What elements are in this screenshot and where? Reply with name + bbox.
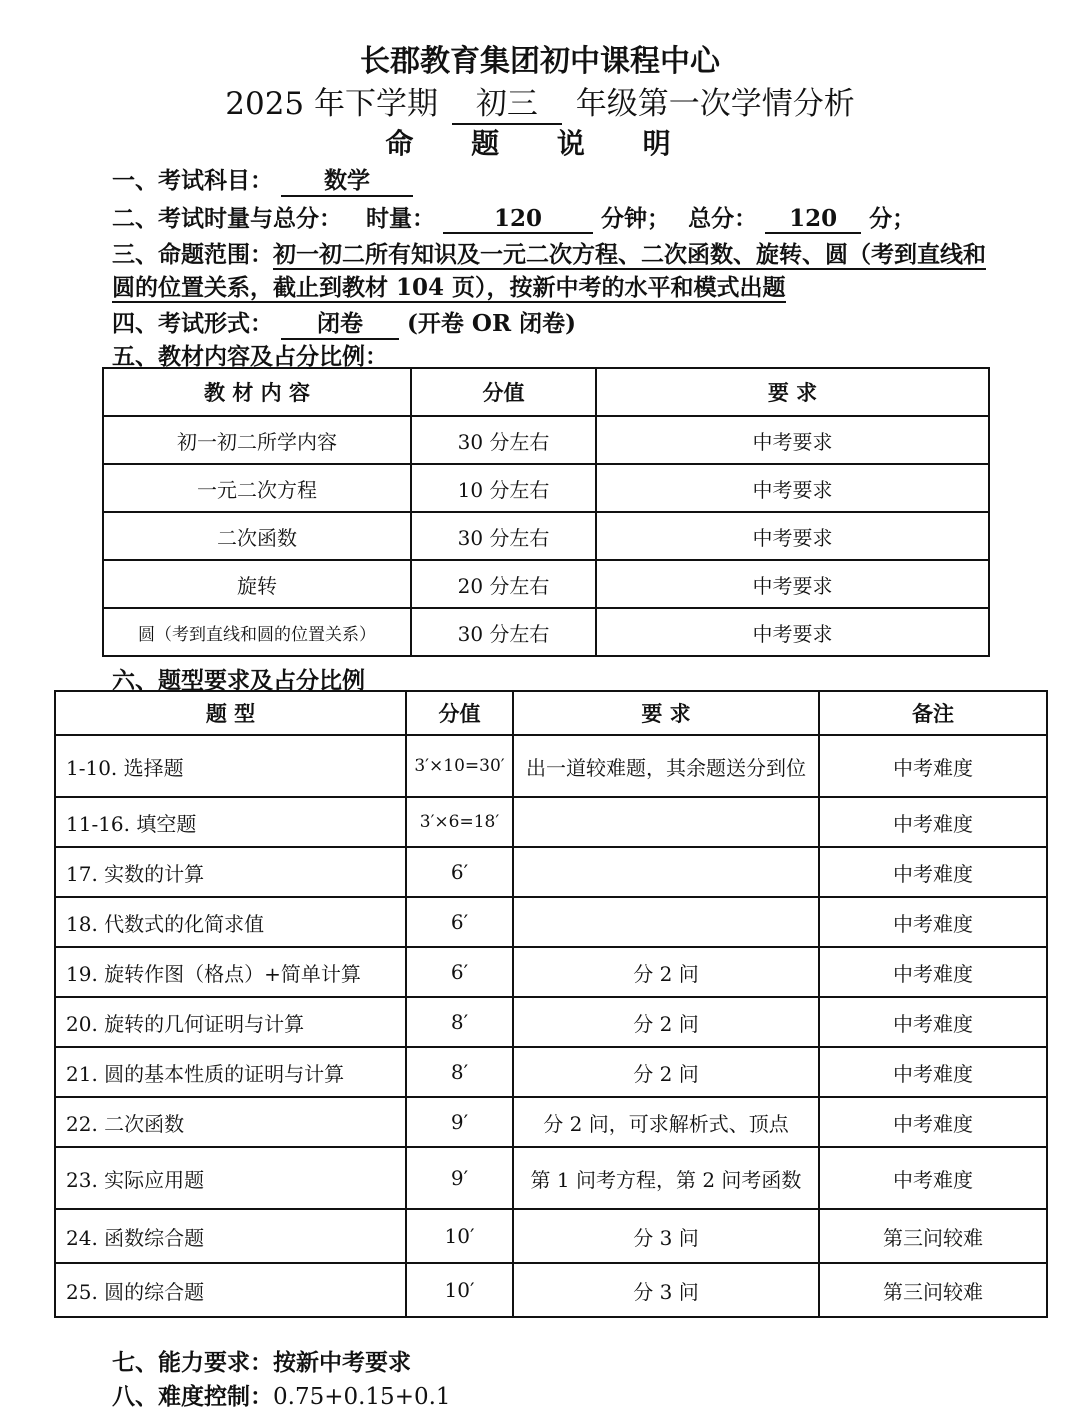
header-cell: 教 材 内 容 [103, 368, 411, 416]
table-cell: 第三问较难 [819, 1209, 1047, 1263]
table-cell: 中考难度 [819, 847, 1047, 897]
table-cell: 8′ [406, 997, 513, 1047]
table-cell: 6′ [406, 897, 513, 947]
types-table [54, 690, 1048, 1318]
table-cell: 18. 代数式的化简求值 [55, 897, 406, 947]
doc-title: 命 题 说 明 [385, 127, 695, 160]
table-cell: 分 3 问 [513, 1263, 819, 1317]
term-prefix: 2025 年下学期 [225, 86, 439, 122]
table-row [55, 897, 1047, 947]
table-cell [513, 847, 819, 897]
table-row [103, 464, 989, 512]
subject-line [112, 162, 413, 197]
table-cell: 中考难度 [819, 947, 1047, 997]
header-cell: 要 求 [513, 691, 819, 735]
table-cell: 22. 二次函数 [55, 1097, 406, 1147]
table-cell: 20 分左右 [411, 560, 596, 608]
difficulty-label: 八、难度控制： [112, 1383, 273, 1410]
table-cell: 第三问较难 [819, 1263, 1047, 1317]
table-cell: 30 分左右 [411, 512, 596, 560]
table-cell [513, 897, 819, 947]
table-cell: 17. 实数的计算 [55, 847, 406, 897]
table-cell: 20. 旋转的几何证明与计算 [55, 997, 406, 1047]
table-cell: 分 2 问 [513, 947, 819, 997]
table-row [103, 512, 989, 560]
form-label: 四、考试形式： [112, 310, 273, 337]
difficulty-value: 0.75+0.15+0.1 [273, 1384, 451, 1410]
exam-title [0, 78, 1080, 125]
table-cell: 中考要求 [596, 464, 989, 512]
form-note: (开卷 OR 闭卷) [407, 310, 576, 337]
table-row [55, 1209, 1047, 1263]
table-cell: 中考要求 [596, 416, 989, 464]
table-cell: 圆（考到直线和圆的位置关系） [103, 608, 411, 656]
table-cell: 10 分左右 [411, 464, 596, 512]
time-line [112, 200, 915, 234]
table-cell: 初一初二所学内容 [103, 416, 411, 464]
table-cell: 中考难度 [819, 897, 1047, 947]
table-cell: 分 2 问 [513, 997, 819, 1047]
grade-value: 初三 [452, 78, 562, 125]
form-line [112, 305, 576, 340]
table-row [55, 1047, 1047, 1097]
header-cell: 备注 [819, 691, 1047, 735]
table-row [55, 947, 1047, 997]
types-label: 六、题型要求及占分比例 [112, 667, 365, 694]
table-cell: 中考难度 [819, 735, 1047, 797]
header-cell: 分值 [411, 368, 596, 416]
table-cell: 分 2 问，可求解析式、顶点 [513, 1097, 819, 1147]
table-cell: 30 分左右 [411, 608, 596, 656]
difficulty-line [112, 1378, 451, 1411]
table-row [103, 416, 989, 464]
table-cell: 分 2 问 [513, 1047, 819, 1097]
table-cell: 中考要求 [596, 560, 989, 608]
table-cell: 中考要求 [596, 512, 989, 560]
table-cell: 21. 圆的基本性质的证明与计算 [55, 1047, 406, 1097]
table-row [55, 847, 1047, 897]
header-cell: 题 型 [55, 691, 406, 735]
scope-value: 初一初二所有知识及一元二次方程、二次函数、旋转、圆（考到直线和圆的位置关系，截止到教材 104 页），按新中考的水平和模式出题 [112, 241, 986, 301]
table-cell: 第 1 问考方程，第 2 问考函数 [513, 1147, 819, 1209]
table-cell: 8′ [406, 1047, 513, 1097]
time-unit: 分钟； [601, 205, 671, 232]
table-cell: 6′ [406, 847, 513, 897]
table-cell: 11-16. 填空题 [55, 797, 406, 847]
org-title: 长郡教育集团初中课程中心 [360, 44, 720, 79]
time-label: 二、考试时量与总分： [112, 205, 342, 232]
table-cell: 9′ [406, 1147, 513, 1209]
scope-label: 三、命题范围： [112, 241, 273, 268]
table-cell: 分 3 问 [513, 1209, 819, 1263]
table-row [55, 1097, 1047, 1147]
table-cell: 旋转 [103, 560, 411, 608]
table-row [55, 1147, 1047, 1209]
term-suffix: 年级第一次学情分析 [575, 86, 855, 122]
table-cell: 3′×10=30′ [406, 735, 513, 797]
subject-label: 一、考试科目： [112, 167, 273, 194]
table-cell: 10′ [406, 1263, 513, 1317]
subject-value: 数学 [281, 162, 413, 197]
table-cell: 中考难度 [819, 997, 1047, 1047]
time-value: 120 [443, 205, 593, 234]
table-row [55, 797, 1047, 847]
table-cell: 23. 实际应用题 [55, 1147, 406, 1209]
table-cell: 24. 函数综合题 [55, 1209, 406, 1263]
total-unit: 分； [869, 205, 916, 232]
table-cell: 中考难度 [819, 797, 1047, 847]
content-label: 五、教材内容及占分比例： [112, 343, 388, 370]
table-cell: 30 分左右 [411, 416, 596, 464]
header-cell: 分值 [406, 691, 513, 735]
total-word: 总分： [688, 205, 758, 232]
ability-line [112, 1344, 411, 1377]
types-table-header [55, 691, 1047, 735]
table-cell: 中考难度 [819, 1047, 1047, 1097]
header-cell: 要 求 [596, 368, 989, 416]
ability-value: 按新中考要求 [273, 1349, 411, 1376]
table-cell: 9′ [406, 1097, 513, 1147]
content-table-header [103, 368, 989, 416]
table-cell: 一元二次方程 [103, 464, 411, 512]
table-cell: 中考要求 [596, 608, 989, 656]
table-cell: 10′ [406, 1209, 513, 1263]
table-row [103, 560, 989, 608]
table-cell: 二次函数 [103, 512, 411, 560]
time-word: 时量： [366, 205, 436, 232]
form-value: 闭卷 [281, 305, 399, 340]
table-row [55, 735, 1047, 797]
scope-line [112, 238, 987, 304]
table-row [103, 608, 989, 656]
table-row [55, 1263, 1047, 1317]
table-cell: 出一道较难题，其余题送分到位 [513, 735, 819, 797]
table-cell: 3′×6=18′ [406, 797, 513, 847]
table-cell: 1-10. 选择题 [55, 735, 406, 797]
table-cell: 25. 圆的综合题 [55, 1263, 406, 1317]
table-cell: 中考难度 [819, 1097, 1047, 1147]
ability-label: 七、能力要求： [112, 1349, 273, 1376]
table-cell: 19. 旋转作图（格点）+简单计算 [55, 947, 406, 997]
table-cell [513, 797, 819, 847]
content-table [102, 367, 990, 657]
total-value: 120 [765, 205, 861, 234]
table-row [55, 997, 1047, 1047]
table-cell: 中考难度 [819, 1147, 1047, 1209]
table-cell: 6′ [406, 947, 513, 997]
